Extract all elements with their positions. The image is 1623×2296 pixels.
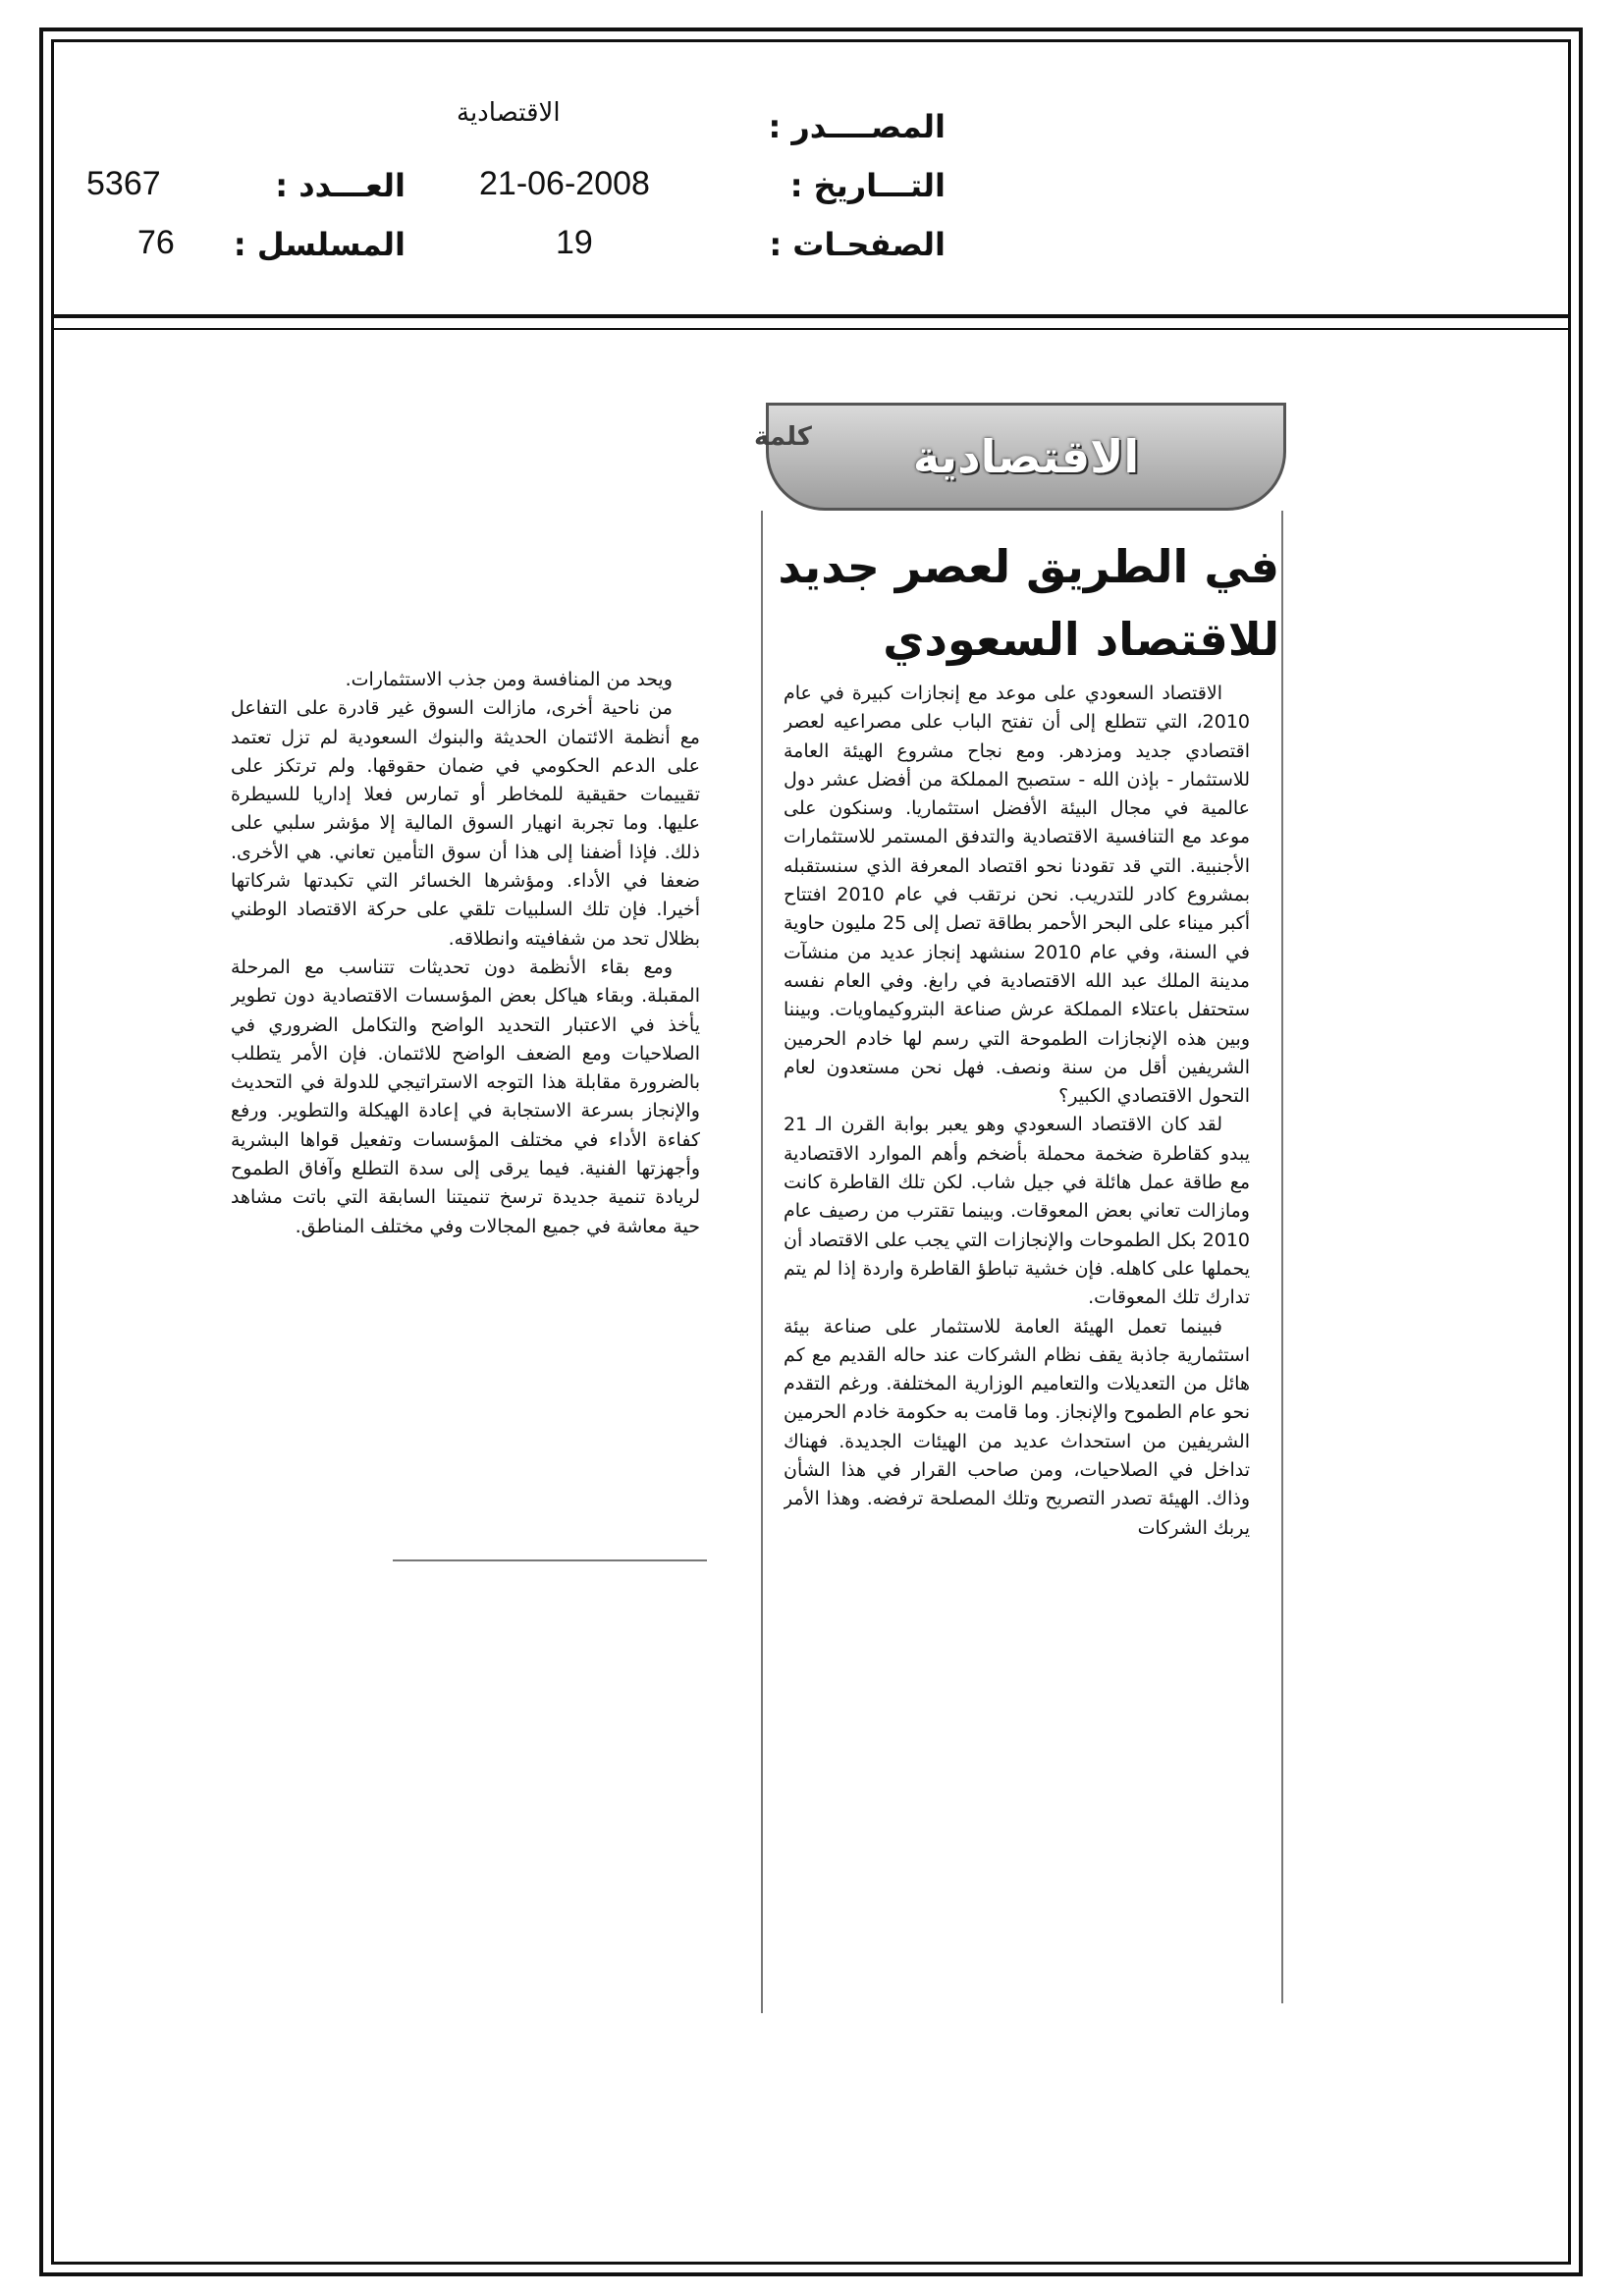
headline-line-1: في الطريق لعصر جديد: [778, 540, 1279, 593]
paragraph: فبينما تعمل الهيئة العامة للاستثمار على صناعة بيئة استثمارية جاذبة يقف نظام الشركات عند حاله القديم مع كم هائل من التعديلات والتعاميم الوزارية المختلفة. ورغم التقدم نحو عام الطموح والإنجاز. وما قامت به حكومة خادم الحرمين الشريفين من استحداث عديد من الهيئات الجديدة. فهناك تداخل في الصلاحيات، ومن صاحب القرار في هذا الشأن وذاك. الهيئة تصدر التصريح وتلك المصلحة ترفضه. وهذا الأمر يربك الشركات: [784, 1315, 1250, 1539]
paragraph: لقد كان الاقتصاد السعودي وهو يعبر بوابة القرن الـ 21 يبدو كقاطرة ضخمة محملة بأضخم وأهم الموارد الاقتصادية مع طاقة عمل هائلة في جيل شاب. لكن تلك القاطرة كانت ومازالت تعاني بعض المعوقات. وبينما تقترب من رصيف عام 2010 بكل الطموحات والإنجازات التي يجب على الاقتصاد أن يحملها على كاهله. فإن خشية تباطؤ القاطرة واردة إذا لم يتم تدارك تلك المعوقات.: [784, 1114, 1250, 1309]
right-column-rule: [1281, 511, 1283, 2003]
date-value: 21-06-2008: [479, 165, 650, 202]
paragraph: الاقتصاد السعودي على موعد مع إنجازات كبيرة في عام 2010، التي تتطلع إلى أن تفتح الباب على مصراعيه لعصر اقتصادي جديد ومزدهر. ومع نجاح مشروع الهيئة العامة للاستثمار - بإذن الله - ستصبح المملكة من أفضل عشر دول عالمية في مجال البيئة الأفضل استثماريا. وسنكون على موعد مع التنافسية الاقتصادية والتدفق المستمر للاستثمارات الأجنبية. التي قد تقودنا نحو اقتصاد المعرفة الذي سنستقبله بمشروع كادر للتدريب. نحن نرتقب في عام 2010 افتتاح أكبر ميناء على البحر الأحمر بطاقة تصل إلى 25 مليون حاوية في السنة، وفي عام 2010 سنشهد إنجاز عديد من منشآت مدينة الملك عبد الله الاقتصادية في رابغ. وفي العام نفسه ستحتفل باعتلاء المملكة عرش صناعة البتروكيماويات. وبيننا وبين هذه الإنجازات الطموحة التي رسم لها خادم الحرمين الشريفين أقل من سنة ونصف. فهل نحن مستعدون لعام التحول الاقتصادي الكبير؟: [784, 683, 1250, 1108]
article-column-right: [784, 680, 1250, 2015]
banner-title: الاقتصادية: [912, 430, 1140, 483]
column-banner: [766, 403, 1286, 511]
issue-value: 5367: [86, 165, 161, 202]
serial-value: 76: [137, 224, 175, 261]
date-label: التـــاريخ :: [789, 167, 946, 204]
paragraph: ومع بقاء الأنظمة دون تحديثات تتناسب مع المرحلة المقبلة. وبقاء هياكل بعض المؤسسات الاقتصادية دون تطوير يأخذ في الاعتبار التحديد الواضح والتكامل الضروري في الصلاحيات ومع الضعف الواضح للائتمان. فإن الأمر يتطلب بالضرورة مقابلة هذا التوجه الاستراتيجي للدولة في التحديث والإنجاز بسرعة الاستجابة في إعادة الهيكلة والتطوير. ورفع كفاءة الأداء في مختلف المؤسسات وتفعيل قواها البشرية وأجهزتها الفنية. فيما يرقى إلى سدة التطلع وآفاق الطموح لريادة تنمية جديدة ترسخ تنميتنا السابقة التي باتت مشاهد حية معاشة في جميع المجالات وفي مختلف المناطق.: [231, 956, 700, 1237]
source-label: المصــــدر :: [768, 108, 946, 145]
article-column-left: [231, 666, 700, 1550]
end-rule: [393, 1559, 707, 1561]
paragraph: ويحد من المنافسة ومن جذب الاستثمارات.: [345, 669, 673, 690]
source-value: الاقتصادية: [457, 98, 561, 128]
banner-prefix: كلمة: [754, 422, 812, 452]
header-divider: [51, 314, 1571, 318]
headline-line-2: للاقتصاد السعودي: [883, 613, 1279, 666]
issue-label: العـــدد :: [275, 167, 406, 204]
pages-value: 19: [556, 224, 593, 261]
header-divider-thin: [51, 328, 1571, 330]
center-column-rule: [761, 511, 763, 2013]
article-headline: [759, 530, 1279, 676]
pages-label: الصفحـات :: [769, 226, 946, 263]
paragraph: من ناحية أخرى، مازالت السوق غير قادرة على التفاعل مع أنظمة الائتمان الحديثة والبنوك السعودية لم تزل تعتمد على الدعم الحكومي في ضمان حقوقها. ولم ترتكز على تقييمات حقيقية للمخاطر أو تمارس فعلا إداريا للسيطرة عليها. وما تجربة انهيار السوق المالية إلا مؤشر سلبي على ذلك. فإذا أضفنا إلى هذا أن سوق التأمين تعاني. هي الأخرى. ضعفا في الأداء. ومؤشرها الخسائر التي تكبدتها شركاتها أخيرا. فإن تلك السلبيات تلقي على حركة الاقتصاد الوطني بظلال تحد من شفافيته وانطلاقه.: [231, 697, 700, 950]
serial-label: المسلسل :: [233, 226, 406, 263]
